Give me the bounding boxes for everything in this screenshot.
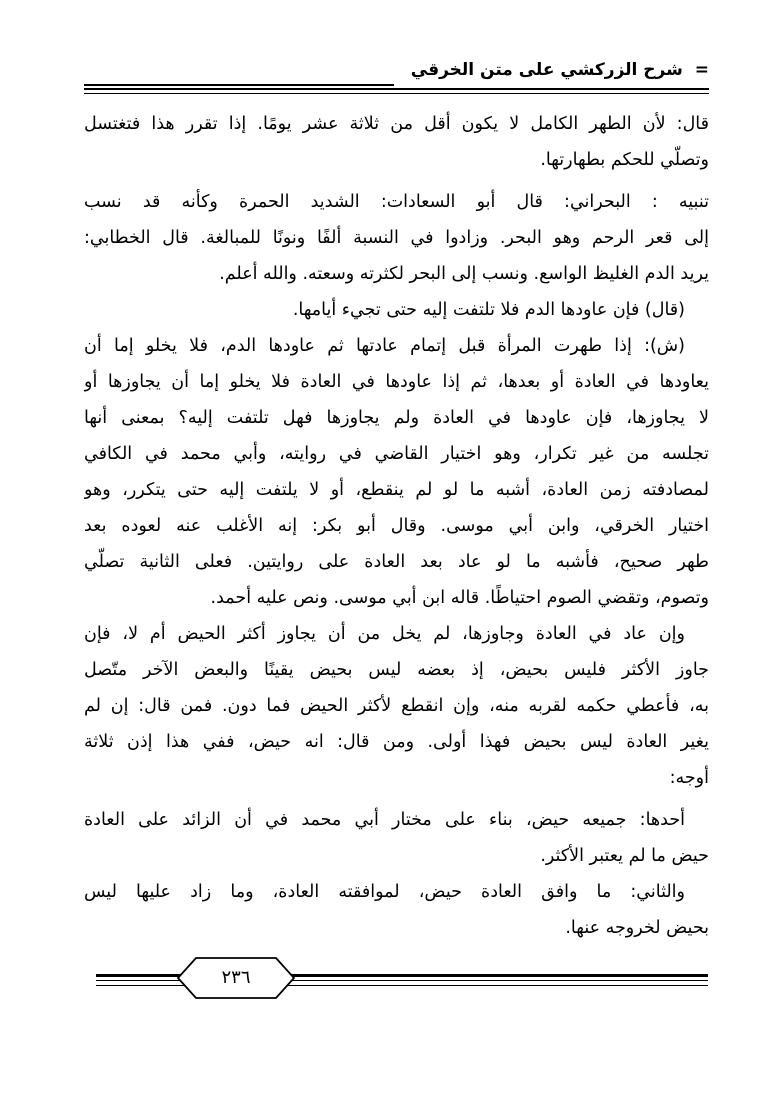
text-line: لا يجاوزها، فإن عاودها في العادة ولم يجاوزها فهل تلتفت إليه؟ بمعنى أنها xyxy=(84,408,709,428)
text-line: جاوز الأكثر فليس بحيض، إذ بعضه ليس بحيض يقينًا والبعض الآخر متّصل xyxy=(84,660,709,680)
running-header xyxy=(84,56,709,96)
notice-text: تنبيه : البحراني: قال أبو السعادات: الشديد الحمرة وكأنه قد نسب xyxy=(84,192,709,212)
header-rule-thick xyxy=(84,84,394,86)
text-line: إلى قعر الرحم وهو البحر. وزادوا في النسبة ألفًا ونونًا للمبالغة. قال الخطابي: xyxy=(84,228,709,248)
text-line: (قال) فإن عاودها الدم فلا تلتفت إليه حتى تجيء أيامها. xyxy=(292,300,685,320)
header-title-block xyxy=(411,60,709,80)
text-line: وإن عاد في العادة وجاوزها، لم يخل من أن يجاوز أكثر الحيض أم لا، فإن xyxy=(84,624,685,644)
text-line: أحدها: جميعه حيض، بناء على مختار أبي محمد في أن الزائد على العادة xyxy=(84,810,685,830)
text-line: لمصادفته زمن العادة، أشبه ما لو لم ينقطع، أو لا يلتفت إليه حتى يتكرر، وهو xyxy=(84,480,709,500)
page-footer xyxy=(96,956,708,1006)
text-line: (ش): إذا طهرت المرأة قبل إتمام عادتها ثم عاودها الدم، فلا يخلو إما أن xyxy=(84,336,685,356)
text-line: قال: لأن الطهر الكامل لا يكون أقل من ثلاثة عشر يومًا. إذا تقرر هذا فتغتسل xyxy=(84,114,709,134)
header-rule-double-2 xyxy=(84,93,709,94)
text-line: وتصلّي للحكم بطهارتها. xyxy=(540,150,709,170)
text-line: حيض ما لم يعتبر الأكثر. xyxy=(540,846,709,866)
text-line: والثاني: ما وافق العادة حيض، لموافقته العادة، وما زاد عليها ليس xyxy=(84,882,685,902)
text-line: يعاودها في العادة أو بعدها، ثم إذا عاودها في العادة فلا يخلو إما أن يجاوزها أو xyxy=(84,372,709,392)
text-line-notice xyxy=(84,184,709,220)
header-rule-double-1 xyxy=(84,88,709,90)
page-body-text xyxy=(84,106,709,946)
text-line: أوجه: xyxy=(669,768,709,788)
text-line: وتصوم، وتقضي الصوم احتياطًا. قاله ابن أبي موسى. ونص عليه أحمد. xyxy=(210,588,709,608)
text-line: يغير العادة ليس بحيض فهذا أولى. ومن قال: انه حيض، ففي هذا إذن ثلاثة xyxy=(84,732,709,752)
text-line: تجلسه من غير تكرار، وهو اختيار القاضي في روايته، وأبي محمد في الكافي xyxy=(84,444,709,464)
text-line: بحيض لخروجه عنها. xyxy=(565,918,709,938)
text-line: يريد الدم الغليظ الواسع. ونسب إلى البحر لكثرته وسعته. والله أعلم. xyxy=(219,264,709,284)
page-number-frame xyxy=(166,956,306,1000)
text-line: اختيار الخرقي، وابن أبي موسى. وقال أبو بكر: إنه الأغلب عنه لعوده بعد xyxy=(84,516,709,536)
page-number: ٢٣٦ xyxy=(221,967,251,988)
text-line: به، فأعطي حكمه لقربه منه، وإن انقطع لأكثر الحيض فما دون. فمن قال: إن لم xyxy=(84,696,709,716)
text-line: طهر صحيح، فأشبه ما لو عاد بعد العادة على روايتين. فعلى الثانية تصلّي xyxy=(84,552,709,572)
header-mark-icon: = xyxy=(694,60,709,80)
book-title: شرح الزركشي على متن الخرقي xyxy=(410,60,683,80)
